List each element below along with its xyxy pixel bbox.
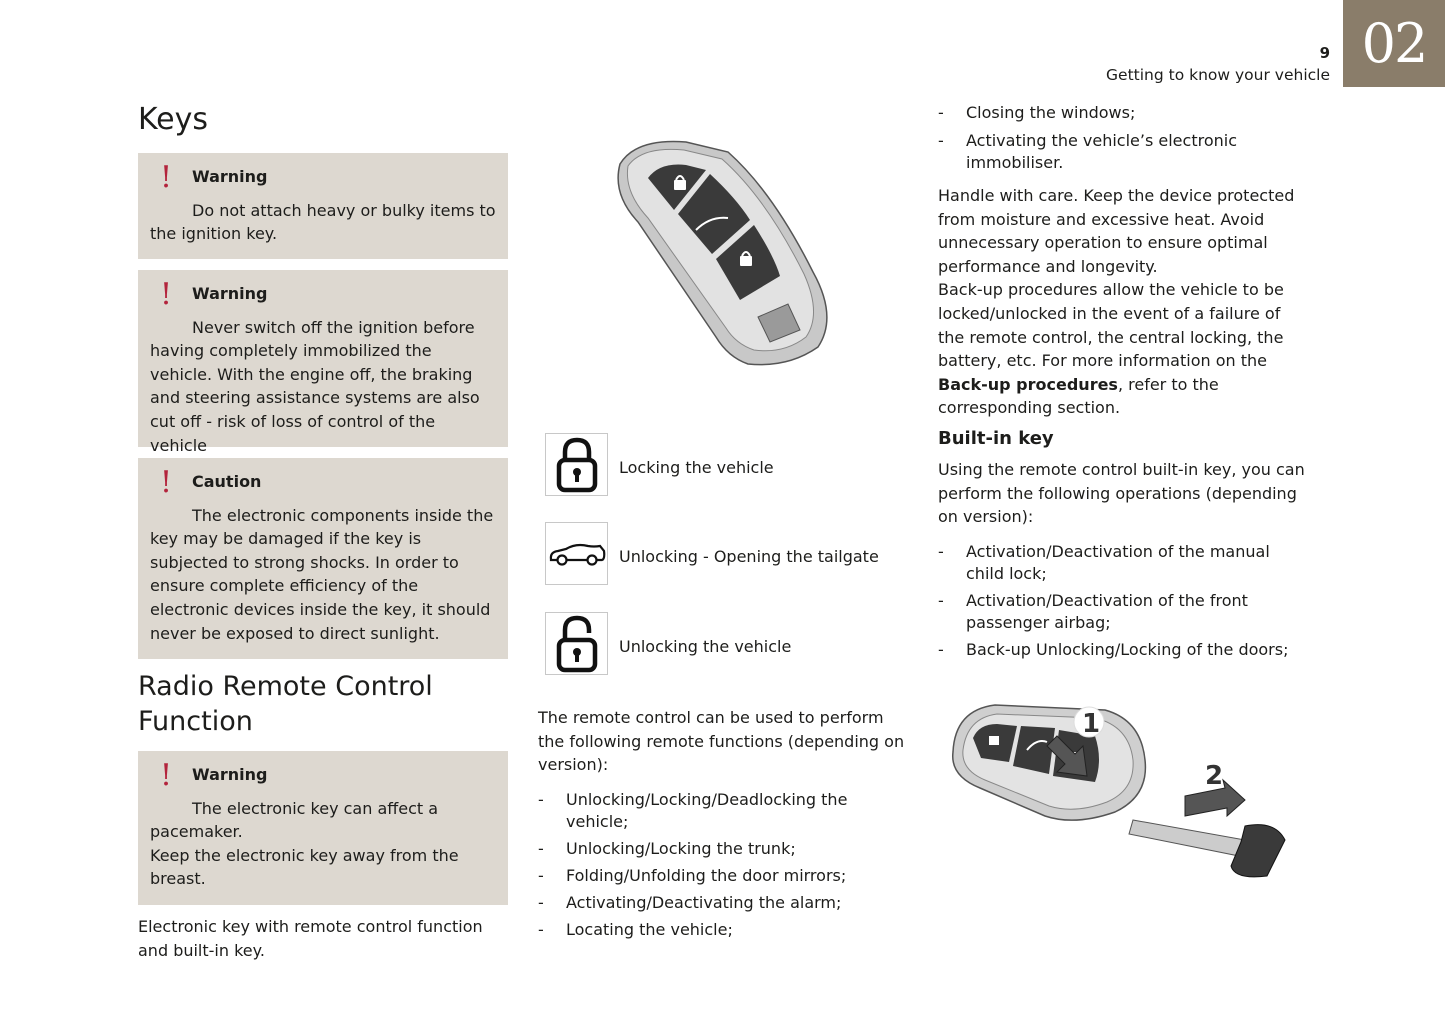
car-tailgate-icon: [545, 522, 608, 585]
backup-text: [938, 278, 1310, 420]
note-heading: Caution: [192, 472, 262, 491]
remote-functions-list-cont: [938, 102, 1298, 174]
care-paragraph: [938, 184, 1310, 420]
list-item: - Locating the vehicle;: [538, 919, 878, 941]
diagram-label-2: 2: [1205, 761, 1224, 791]
section-title-radio-remote: Radio Remote Control Function: [138, 671, 433, 737]
icon-label-tailgate: Unlocking - Opening the tailgate: [619, 547, 879, 566]
backup-procedures-ref: Back-up procedures: [938, 374, 1118, 394]
key-caption: Electronic key with remote control function and built-in key.: [138, 917, 483, 960]
builtin-key-ops-list: [938, 541, 1298, 661]
chapter-title: Getting to know your vehicle: [1106, 66, 1330, 84]
care-text: Handle with care. Keep the device protected from moisture and excessive heat. Avoid unnecessary operation to ensure optimal performance and longevity.: [938, 186, 1295, 276]
caution-box: [138, 458, 508, 659]
note-body: The electronic key can affect a pacemaker.: [150, 798, 439, 842]
backup-text-part: Back-up procedures allow the vehicle to be locked/unlocked in the event of a failure of the remote control, the central locking, the battery, etc. For more information on the: [938, 280, 1284, 371]
icon-label-lock: Locking the vehicle: [619, 458, 774, 477]
note-body: The electronic components inside the key may be damaged if the key is subjected to strong shocks. In order to ensure complete efficiency of the electronic devices inside the key, it should never be exposed to direct sunlight.: [150, 505, 494, 643]
backup-text-part: , refer to the corresponding section.: [938, 374, 1219, 418]
exclamation-icon: !: [160, 277, 173, 312]
builtin-key-intro: Using the remote control built-in key, you can perform the following operations (depending on version):: [938, 460, 1305, 527]
note-body-line: Keep the electronic key away from the breast.: [150, 845, 459, 889]
note-body: Do not attach heavy or bulky items to the ignition key.: [150, 200, 496, 244]
warning-box: [138, 751, 508, 905]
list-item: - Folding/Unfolding the door mirrors;: [538, 865, 878, 887]
warning-box: [138, 270, 508, 455]
chapter-tab: 02: [1343, 0, 1445, 87]
padlock-open-icon: [545, 612, 608, 675]
note-heading: Warning: [192, 765, 268, 784]
list-item: - Activating/Deactivating the alarm;: [538, 892, 878, 914]
list-item: - Back-up Unlocking/Locking of the doors;: [938, 639, 1298, 661]
exclamation-icon: !: [160, 758, 173, 793]
remote-key-illustration: [608, 132, 840, 370]
padlock-closed-icon: [545, 433, 608, 496]
icon-label-unlock: Unlocking the vehicle: [619, 637, 792, 656]
list-item: - Unlocking/Locking the trunk;: [538, 838, 878, 860]
exclamation-icon: !: [160, 160, 173, 195]
diagram-label-1: 1: [1082, 709, 1101, 739]
exclamation-icon: !: [160, 465, 173, 500]
list-item: - Unlocking/Locking/Deadlocking the vehicle;: [538, 789, 878, 833]
note-heading: Warning: [192, 284, 268, 303]
note-body: Never switch off the ignition before having completely immobilized the vehicle. With the engine off, the braking and steering assistance systems are also cut off - risk of loss of control of the vehicle: [150, 317, 480, 455]
warning-box: [138, 153, 508, 259]
remote-functions-list: [538, 789, 878, 941]
list-item: - Activating the vehicle’s electronic immobiliser.: [938, 130, 1298, 174]
list-item: - Activation/Deactivation of the front passenger airbag;: [938, 590, 1298, 634]
page-number: 9: [1319, 44, 1330, 62]
remote-functions-intro: The remote control can be used to perform the following remote functions (depending on version):: [538, 708, 905, 775]
section-title-keys: Keys: [138, 102, 209, 137]
list-item: - Activation/Deactivation of the manual child lock;: [938, 541, 1298, 585]
list-item: - Closing the windows;: [938, 102, 1298, 124]
builtin-key-diagram: [945, 700, 1295, 885]
builtin-key-heading: Built-in key: [938, 428, 1054, 449]
note-heading: Warning: [192, 167, 268, 186]
